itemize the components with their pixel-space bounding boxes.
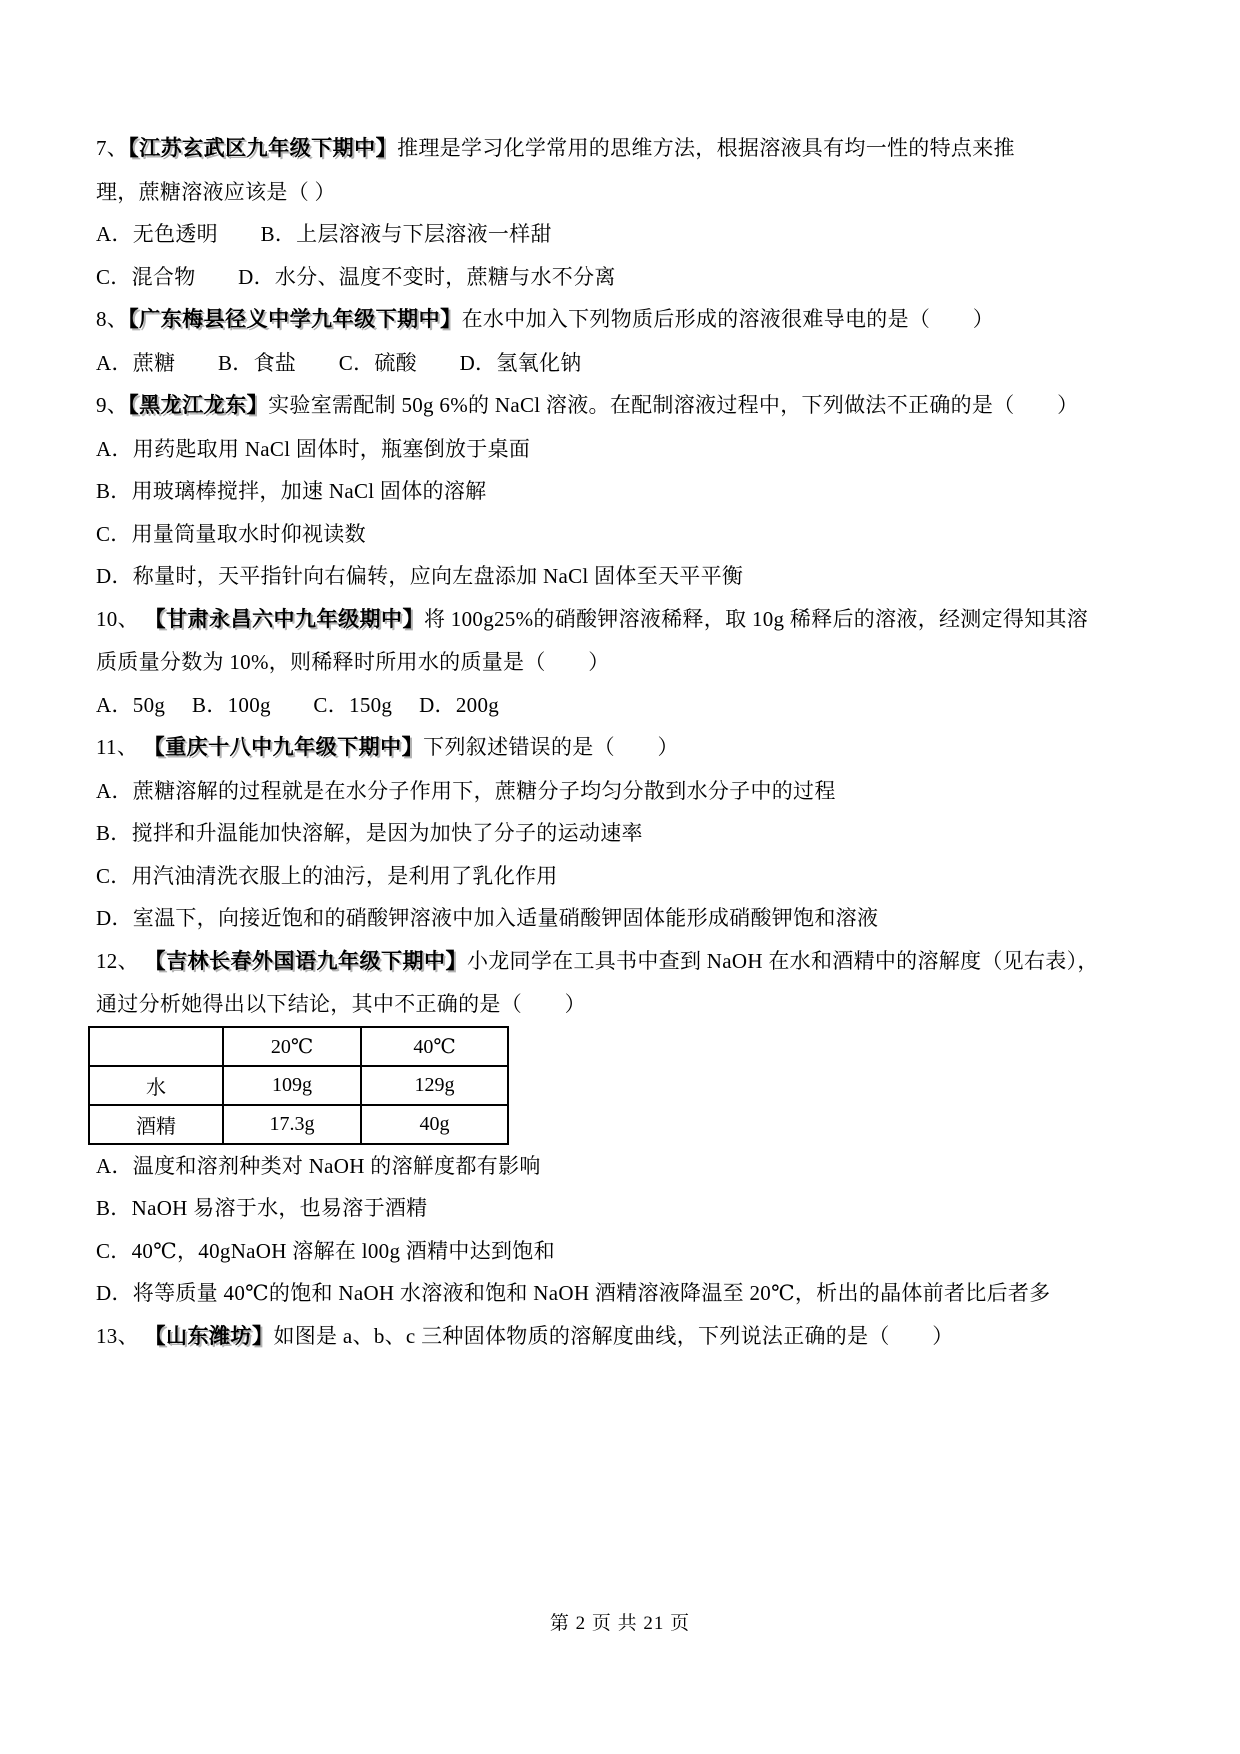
table-cell: 水 (89, 1066, 223, 1105)
text-segment: 13、 (96, 1323, 145, 1348)
text-segment: 11、 (96, 735, 144, 759)
source-label: 【黑龙江龙东】 (128, 394, 269, 417)
text-segment: 8、 (96, 307, 129, 331)
source-label: 【山东潍坊】 (144, 1324, 274, 1348)
text-segment: A．蔗糖溶解的过程就是在水分子作用下，蔗糖分子均匀分散到水分子中的过程 (96, 778, 836, 803)
source-label: 【广东梅县径义中学九年级下期中】 (128, 308, 462, 331)
question-13-line-1 (96, 1315, 1156, 1359)
text-segment: 小龙同学在工具书中查到 NaOH 在水和酒精中的溶解度（见右表）， (466, 948, 1099, 973)
question-8-options (96, 342, 1156, 385)
table-row (89, 1105, 508, 1144)
source-label: 【甘肃永昌六中九年级期中】 (144, 607, 424, 631)
text-segment: A．50g B．100g C．150g D．200g (96, 692, 500, 717)
text-segment: 质质量分数为 10%，则稀释时所用水的质量是（ ） (96, 650, 610, 674)
exam-question-body (96, 127, 1156, 1358)
question-7-options-ab (96, 213, 1156, 256)
question-12-option-d (96, 1272, 1156, 1315)
source-label: 【重庆十八中九年级下期中】 (143, 736, 424, 759)
question-10-line-1 (96, 598, 1156, 642)
text-segment: C．用汽油清洗衣服上的油污，是利用了乳化作用 (96, 863, 558, 888)
question-11-option-b (96, 812, 1156, 855)
question-11-option-d (96, 897, 1156, 940)
table-cell: 17.3g (223, 1105, 361, 1144)
question-10-options (96, 684, 1156, 727)
text-segment: D．将等质量 40℃的饱和 NaOH 水溶液和饱和 NaOH 酒精溶液降温至 20℃，析出的晶体前者比后者多 (96, 1281, 1051, 1305)
source-label: 【江苏玄武区九年级下期中】 (128, 137, 398, 160)
question-12-option-c (96, 1230, 1156, 1273)
text-segment: B．用玻璃棒搅拌，加速 NaCl 固体的溶解 (96, 479, 487, 503)
question-9-option-b (96, 470, 1156, 513)
text-segment: 在水中加入下列物质后形成的溶液很难导电的是（ ） (461, 307, 995, 331)
table-header-cell (89, 1027, 223, 1066)
question-12-line-1 (96, 940, 1156, 984)
table-cell: 40g (361, 1105, 508, 1144)
text-segment: B．搅拌和升温能加快溶解，是因为加快了分子的运动速率 (96, 821, 643, 845)
question-11-line-1 (96, 726, 1156, 770)
text-segment: 推理是学习化学常用的思维方法，根据溶液具有均一性的特点来推 (397, 136, 1015, 160)
solubility-table (88, 1026, 509, 1145)
question-12-option-b (96, 1187, 1156, 1230)
question-9-option-a (96, 428, 1156, 471)
text-segment: 下列叙述错误的是（ ） (423, 735, 679, 759)
table-row (89, 1027, 508, 1066)
text-segment: D．室温下，向接近饱和的硝酸钾溶液中加入适量硝酸钾固体能形成硝酸钾饱和溶液 (96, 906, 879, 930)
text-segment: C．40℃，40gNaOH 溶解在 l00g 酒精中达到饱和 (96, 1238, 555, 1263)
text-segment: 将 100g25%的硝酸钾溶液稀释，取 10g 稀释后的溶液，经测定得知其溶 (423, 606, 1089, 631)
table-cell: 129g (361, 1066, 508, 1105)
text-segment: 12、 (96, 948, 145, 973)
text-segment: B．NaOH 易溶于水，也易溶于酒精 (96, 1196, 428, 1220)
table-cell: 109g (223, 1066, 361, 1105)
page-number-footer: 第 2 页 共 21 页 (549, 1613, 691, 1634)
question-7-options-cd (96, 256, 1156, 299)
question-7-line-2 (96, 171, 1156, 214)
text-segment: 10、 (96, 606, 145, 631)
text-segment: A．用药匙取用 NaCl 固体时，瓶塞倒放于桌面 (96, 436, 531, 461)
text-segment: C．用量筒量取水时仰视读数 (96, 521, 366, 546)
question-12-option-a (96, 1145, 1156, 1188)
text-segment: A．无色透明 B．上层溶液与下层溶液一样甜 (96, 222, 552, 246)
text-segment: A．温度和溶剂种类对 NaOH 的溶觧度都有影响 (96, 1153, 541, 1178)
text-segment: 如图是 a、b、c 三种固体物质的溶解度曲线，下列说法正确的是（ ） (273, 1323, 954, 1348)
text-segment: 通过分析她得出以下结论，其中不正确的是（ ） (96, 992, 586, 1016)
table-header-cell: 20℃ (223, 1027, 361, 1066)
question-12-line-2 (96, 983, 1156, 1026)
question-11-option-a (96, 770, 1156, 813)
question-11-option-c (96, 855, 1156, 898)
question-8-line-1 (96, 298, 1156, 342)
text-segment: A．蔗糖 B．食盐 C．硫酸 D．氢氧化钠 (96, 350, 582, 375)
question-9-option-d (96, 555, 1156, 598)
table-cell: 酒精 (89, 1105, 223, 1144)
text-segment: C．混合物 D．水分、温度不变时，蔗糖与水不分离 (96, 264, 616, 289)
question-9-option-c (96, 513, 1156, 556)
text-segment: 实验室需配制 50g 6%的 NaCl 溶液。在配制溶液过程中，下列做法不正确的是（ ） (268, 393, 1079, 417)
text-segment: 9、 (96, 393, 129, 417)
question-10-line-2 (96, 641, 1156, 684)
source-label: 【吉林长春外国语九年级下期中】 (144, 949, 467, 973)
text-segment: D．称量时，天平指针向右偏转，应向左盘添加 NaCl 固体至天平平衡 (96, 564, 744, 588)
table-row (89, 1066, 508, 1105)
question-9-line-1 (96, 384, 1156, 428)
text-segment: 7、 (96, 136, 129, 160)
text-segment: 理，蔗糖溶液应该是（ ） (96, 179, 336, 204)
table-header-cell: 40℃ (361, 1027, 508, 1066)
question-7-line-1 (96, 127, 1156, 171)
